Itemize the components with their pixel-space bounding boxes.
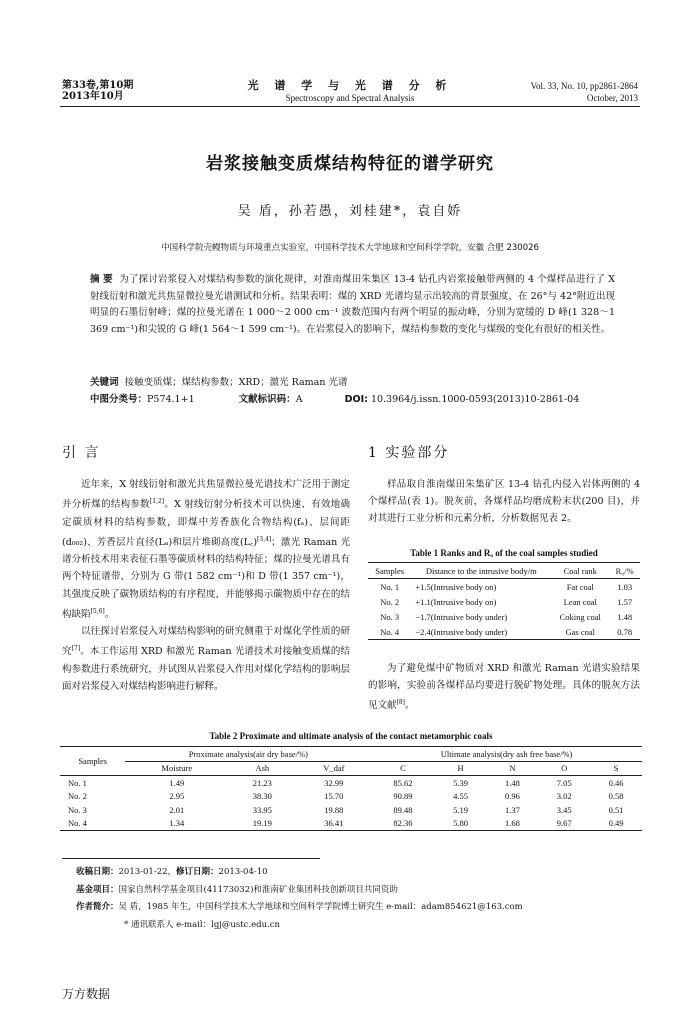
- table1-cell: 1.48: [617, 611, 633, 622]
- intro-p2-b: 。本工作运用 XRD 和激光 Raman 光谱技术对接触变质煤的结构参数进行系统研究，并试图从岩浆侵入作用对煤化学结构的影响层面对岩浆侵入对煤结构影响进行解释。: [62, 646, 350, 692]
- table1-cell: +1.1(Intrusive body on): [415, 596, 497, 607]
- abstract: [90, 272, 615, 338]
- received-label: 收稿日期：: [76, 867, 119, 877]
- contact-line: * 通讯联系人 e-mail：lgj@ustc.edu.cn: [124, 919, 281, 930]
- revised-date: 2013-04-10: [218, 867, 268, 877]
- fund-line: [76, 882, 636, 900]
- table2-cell: 1.34: [125, 817, 228, 831]
- table2-cell: 0.49: [590, 817, 642, 831]
- table2-cell: No. 1: [68, 777, 87, 788]
- table2-cell: 15.70: [324, 791, 344, 802]
- samples-header: Samples: [60, 747, 125, 776]
- keywords-text: 接触变质煤；煤结构参数；XRD；激光 Raman 光谱: [124, 377, 348, 388]
- table2-cell: 0.96: [504, 791, 520, 802]
- intro-paragraph: [62, 476, 350, 623]
- table2-cell: 33.95: [252, 804, 272, 815]
- issue-date-cn: 2013年10月: [62, 91, 124, 102]
- table-row: [60, 817, 642, 831]
- doi-value: 10.3964/j.issn.1000-0593(2013)10-2861-04: [370, 394, 580, 405]
- intro-p1-b: 。X 射线衍射分析技术可以快速、有效地确定碳质材料的结构参数，即煤中芳香族化合物结构(fₐ)、层间距(d₀₀₂)、芳香层片直径(Lₐ)和层片堆砌高度(L꜀): [62, 499, 350, 548]
- keywords-label: 关键词: [90, 377, 119, 388]
- fund-text: 国家自然科学基金项目(41173032)和淮南矿业集团科技创新项目共同资助: [118, 884, 398, 895]
- intro-paragraph: [62, 623, 350, 695]
- table1-header-cell: Coal rank: [551, 563, 609, 579]
- table2-caption: Table 2 Proximate and ultimate analysis of the contact metamorphic coals: [209, 731, 493, 741]
- intro-p1-a: 近年来，X 射线衍射和激光共焦显微拉曼光谱技术广泛用于测定并分析煤的结构参数: [62, 479, 350, 511]
- table1-cell: No. 1: [380, 581, 400, 592]
- table1-header-cell: Distance to the intrusive body/m: [411, 563, 551, 579]
- affiliation: 中国科学院壳幔物质与环境重点实验室，中国科学技术大学地球和空间科学学院，安徽 合肥 230026: [161, 243, 539, 253]
- intro-heading: 引 言: [62, 445, 101, 461]
- table2-cell: 32.99: [324, 777, 344, 788]
- author-line: [76, 899, 636, 917]
- footnote-rule: [62, 858, 320, 859]
- table2-cell: 5.39: [453, 777, 469, 788]
- table1-cell: +1.5(Intrusive body on): [415, 581, 497, 592]
- doc-code-label: 文献标识码：: [238, 394, 296, 405]
- table1-cell: −1.7(Intrusive body under): [415, 611, 508, 622]
- table2-cell: 89.48: [393, 804, 413, 815]
- table2-cell: 38.30: [252, 791, 272, 802]
- header-rule: [60, 106, 640, 107]
- table2-cell: 9.67: [538, 817, 590, 831]
- citation: [8]: [396, 699, 406, 707]
- clc-label: 中图分类号：: [90, 394, 148, 405]
- table1-cell: 0.78: [609, 624, 640, 640]
- watermark-text: 万方数据: [62, 987, 111, 1001]
- table2-subheader-cell: Moisture: [125, 761, 228, 776]
- table2-cell: 5.19: [453, 804, 469, 815]
- table-row: [368, 579, 640, 595]
- dates-line: [76, 864, 636, 882]
- citation: [3,4]: [257, 535, 272, 543]
- experiment-p2-b: 。: [405, 700, 415, 712]
- volume-issue: 第33卷,第10期: [62, 80, 134, 91]
- table2-cell: 82.36: [371, 817, 434, 831]
- table2-cell: 2.95: [169, 791, 185, 802]
- received-date: 2013-01-22，: [118, 867, 177, 877]
- table1-cell: 1.03: [617, 581, 633, 592]
- experiment-body-2: [368, 660, 640, 715]
- fund-label: 基金项目：: [76, 884, 119, 895]
- doc-code-value: A: [295, 394, 303, 405]
- intro-p2-a: 以往探讨岩浆侵入对煤结构影响的研究侧重于对煤化学性质的研究: [62, 626, 350, 658]
- table1-header-cell: R₀/%: [609, 563, 640, 579]
- table2-cell: 1.37: [504, 804, 520, 815]
- table2-cell: 5.80: [435, 817, 487, 831]
- table2-cell: No. 2: [68, 791, 87, 802]
- journal-name: [240, 80, 460, 104]
- table2-cell: 90.89: [393, 791, 413, 802]
- table2-subheader-cell: S: [590, 761, 642, 776]
- authors: 吴 盾，孙若愚，刘桂建*，袁自娇: [237, 204, 463, 219]
- table1: [368, 562, 640, 640]
- table2-cell: 0.58: [608, 791, 624, 802]
- table1-caption: Table 1 Ranks and Rₒ of the coal samples studied: [410, 548, 598, 558]
- abstract-label: 摘 要: [90, 274, 113, 285]
- keywords: [90, 376, 615, 390]
- clc-value: P574.1+1: [147, 394, 195, 405]
- citation: [5,6]: [90, 607, 105, 615]
- table2-subheader-cell: O: [538, 761, 590, 776]
- table1-cell: −2.4(Intrusive body under): [411, 624, 551, 640]
- table2-cell: No. 4: [60, 817, 125, 831]
- abstract-text: 为了探讨岩浆侵入对煤结构参数的演化规律，对淮南煤田朱集区 13-4 钻孔内岩浆接触带两侧的 4 个煤样品进行了 X 射线衍射和激光共焦显微拉曼光谱测试和分析。结果表明：煤的 XRD 光谱均显示出较高的背景强度，在 26°与 42°附近出现明显的石墨衍射峰；煤的拉曼光谱在 1 000～2 000 cm⁻¹ 波数范围内有两个明显的振动峰，分别为宽缓的 D 峰(1 328～1 369 cm⁻¹)和尖锐的 G 峰(1 564～1 599 cm⁻¹)。在岩浆侵入的影响下，煤结构参数的变化与煤级的变化有很好的相关性。: [90, 274, 615, 335]
- table2-cell: 19.19: [228, 817, 296, 831]
- running-header-right: [531, 80, 638, 104]
- table2-subheader-cell: C: [371, 761, 434, 776]
- table-row: [60, 803, 642, 817]
- table1-cell: Coking coal: [559, 611, 601, 622]
- table-row: [60, 776, 642, 790]
- intro-p1-c: ；激光 Raman 光谱分析技术用来表征石墨等碳质材料的结构特征；煤的拉曼光谱具有两个特征谱带，分别为 G 带(1 582 cm⁻¹)和 D 带(1 357 cm⁻¹)，其强度反映了碳物质结构的有序程度，并能够揭示碳物质中存在的结构缺陷: [62, 536, 350, 620]
- intro-body: [62, 476, 350, 695]
- table1-cell: Fat coal: [566, 581, 594, 592]
- table2-cell: 85.62: [393, 777, 413, 788]
- experiment-p2-a: 为了避免煤中矿物质对 XRD 和激光 Raman 光谱实验结果的影响，实验前各煤样品均要进行脱矿物处理。具体的脱灰方法见文献: [368, 663, 640, 712]
- author-label: 作者简介：: [76, 902, 119, 912]
- table2-subheader-cell: V_daf: [296, 761, 371, 776]
- table-row: [60, 790, 642, 804]
- footnotes: [76, 864, 636, 934]
- table2-cell: 4.55: [453, 791, 469, 802]
- table2-cell: 0.51: [608, 804, 624, 815]
- journal-name-en: Spectroscopy and Spectral Analysis: [285, 93, 415, 103]
- ultimate-header: Ultimate analysis(dry ash free base/%): [371, 747, 642, 762]
- table2-cell: 3.02: [556, 791, 572, 802]
- table2-cell: 0.46: [608, 777, 624, 788]
- table1-cell: No. 4: [368, 624, 411, 640]
- table2-cell: No. 3: [68, 804, 87, 815]
- table1-header-cell: Samples: [368, 563, 411, 579]
- table-row: [368, 624, 640, 640]
- table2-cell: 21.23: [252, 777, 272, 788]
- table1-cell: Gas coal: [551, 624, 609, 640]
- table-row: [368, 609, 640, 624]
- experiment-body: [368, 476, 640, 528]
- intro-p1-d: 。: [104, 608, 115, 620]
- table1-cell: No. 3: [380, 611, 400, 622]
- citation: [7]: [71, 645, 81, 653]
- citation: [1,2]: [149, 498, 165, 506]
- table2-subheader-cell: Ash: [228, 761, 296, 776]
- table2-cell: 3.45: [556, 804, 572, 815]
- author-text: 吴 盾，1985 年生，中国科学技术大学地球和空间科学学院博士研究生 e-mail：adam854621@163.com: [118, 902, 523, 912]
- table2-cell: 19.88: [324, 804, 344, 815]
- table-row: [368, 594, 640, 609]
- doi-label: DOI:: [344, 394, 368, 405]
- running-header-left: [62, 80, 133, 102]
- table2-cell: 1.68: [486, 817, 538, 831]
- table2-cell: 1.48: [504, 777, 520, 788]
- table2-subheader-cell: N: [486, 761, 538, 776]
- journal-name-cn: 光 谱 学 与 光 谱 分 析: [247, 79, 453, 92]
- issue-date-en: October, 2013: [586, 93, 638, 103]
- volume-pages: Vol. 33, No. 10, pp2861-2864: [530, 81, 638, 91]
- table2: [60, 746, 642, 831]
- article-title: 岩浆接触变质煤结构特征的谱学研究: [206, 154, 494, 174]
- table2-cell: 7.05: [556, 777, 572, 788]
- experiment-paragraph: 样品取自淮南煤田朱集矿区 13-4 钻孔内侵入岩体两侧的 4 个煤样品(表 1)。脱灰前，各煤样品均磨成粉末状(200 目)，并对其进行工业分析和元素分析，分析数据见表 2。: [368, 479, 640, 525]
- table2-cell: 36.41: [296, 817, 371, 831]
- table1-cell: 1.57: [617, 596, 633, 607]
- table1-cell: Lean coal: [563, 596, 597, 607]
- table2-cell: 2.01: [169, 804, 185, 815]
- experiment-paragraph: [368, 660, 640, 715]
- table1-cell: No. 2: [380, 596, 400, 607]
- experiment-heading: 1 实验部分: [368, 445, 450, 461]
- proximate-header: Proximate analysis(air dry base/%): [125, 747, 371, 762]
- revised-label: 修订日期：: [176, 867, 219, 877]
- table2-subheader-cell: H: [435, 761, 487, 776]
- classification-line: [90, 393, 615, 407]
- table2-cell: 1.49: [169, 777, 185, 788]
